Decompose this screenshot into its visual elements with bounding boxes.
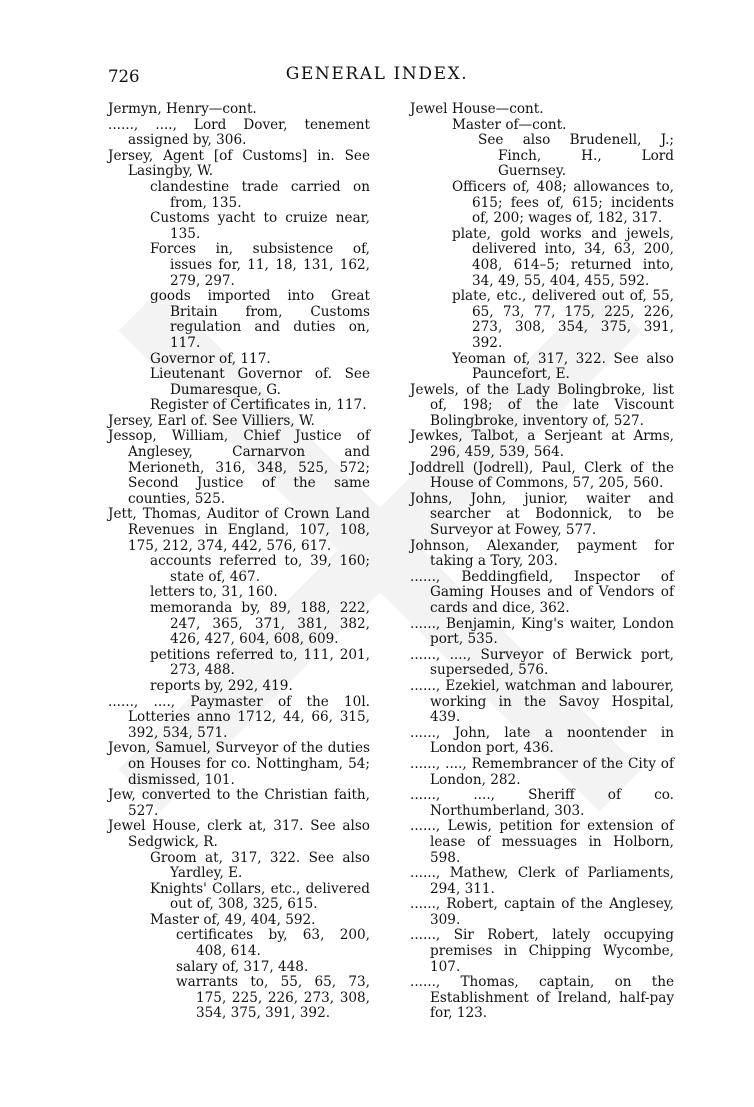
page-title: GENERAL INDEX. [285, 64, 469, 84]
index-entry: ......, Thomas, captain, on the Establishment of Ireland, half-pay for, 123. [410, 974, 674, 1022]
index-subentry: petitions referred to, 111, 201, 273, 488. [150, 646, 370, 679]
page-number: 726 [108, 67, 140, 86]
index-entry: ......, ...., Paymaster of the 10l. Lotteries anno 1712, 44, 66, 315, 392, 534, 571. [108, 693, 370, 741]
index-subentry: Officers of, 408; allowances to, 615; fees of, 615; incidents of, 200; wages of, 182, 317. [452, 178, 674, 227]
index-entry: ......, ...., Remembrancer of the City of London, 282. [410, 755, 674, 788]
index-subentry: reports by, 292, 419. [150, 677, 293, 694]
index-entry: ......, Mathew, Clerk of Parliaments, 294, 311. [410, 865, 674, 897]
index-entry: Joddrell (Jodrell), Paul, Clerk of the House of Commons, 57, 205, 560. [410, 459, 674, 492]
index-entry: ......, John, late a noontender in London port, 436. [410, 724, 674, 757]
index-entry: Jermyn, Henry—cont. [108, 101, 257, 117]
index-subentry: Groom at, 317, 322. See also Yardley, E. [150, 849, 370, 882]
index-entry: Johnson, Alexander, payment for taking a Tory, 203. [410, 537, 674, 570]
index-entry: ......, ...., Surveyor of Berwick port, superseded, 576. [410, 646, 674, 679]
index-entry: Jett, Thomas, Auditor of Crown Land Revenues in England, 107, 108, 175, 212, 374, 442, 576, 617. [108, 506, 370, 554]
index-subentry: See also Brudenell, J.; Finch, H., Lord Guernsey. [478, 132, 674, 180]
index-entry: Johns, John, junior, waiter and searcher at Bodonnick, to be Surveyor at Fowey, 577. [410, 490, 674, 539]
index-subentry: Governor of, 117. [150, 350, 271, 367]
index-entry: Jewkes, Talbot, a Serjeant at Arms, 296, 459, 539, 564. [410, 428, 674, 461]
index-subentry: certificates by, 63, 200, 408, 614. [176, 927, 370, 960]
index-subentry: Customs yacht to cruize near, 135. [150, 210, 370, 242]
index-subentry: plate, gold works and jewels, delivered into, 34, 63, 200, 408, 614–5; returned into, 34, 49, 55, 404, 455, 592. [452, 225, 674, 289]
index-entry: Jersey, Earl of. See Villiers, W. [108, 412, 315, 429]
index-subentry: Register of Certificates in, 117. [150, 397, 367, 414]
index-entry: ......, Robert, captain of the Anglesey, 309. [410, 896, 674, 928]
index-subentry: Lieutenant Governor of. See Dumaresque, G. [150, 366, 370, 398]
index-subentry: Yeoman of, 317, 322. See also Pauncefort, E. [452, 350, 674, 383]
index-entry: ......, ...., Sheriff of co. Northumberland, 303. [410, 787, 674, 819]
index-entry: ......, ...., Lord Dover, tenement assigned by, 306. [108, 116, 370, 149]
index-subentry: salary of, 317, 448. [176, 958, 309, 975]
index-entry: ......, Sir Robert, lately occupying premises in Chipping Wycombe, 107. [410, 927, 674, 975]
index-subentry: Knights' Collars, etc., delivered out of, 308, 325, 615. [150, 880, 370, 913]
index-entry: ......, Beddingfield, Inspector of Gaming Houses and of Vendors of cards and dice, 362. [410, 568, 674, 616]
index-subentry: warrants to, 55, 65, 73, 175, 225, 226, 273, 308, 354, 375, 391, 392. [176, 974, 370, 1022]
index-subentry: Master of—cont. [452, 116, 567, 133]
index-column-right [410, 102, 674, 1022]
index-entry: Jew, converted to the Christian faith, 527. [108, 787, 370, 819]
index-entry: Jessop, William, Chief Justice of Anglesey, Carnarvon and Merioneth, 316, 348, 525, 572; Second Justice of the same counties, 525. [108, 428, 370, 507]
index-column-left [108, 102, 370, 1022]
index-subentry: clandestine trade carried on from, 135. [150, 178, 370, 211]
index-subentry: plate, etc., delivered out of, 55, 65, 73, 77, 175, 225, 226, 273, 308, 354, 375, 391, 392. [452, 288, 674, 351]
index-entry: Jewels, of the Lady Bolingbroke, list of, 198; of the late Viscount Bolingbroke, inventory of, 527. [410, 381, 674, 429]
index-entry: Jevon, Samuel, Surveyor of the duties on Houses for co. Nottingham, 54; dismissed, 101. [108, 740, 370, 788]
index-subentry: accounts referred to, 39, 160; state of, 467. [150, 553, 370, 585]
index-entry: Jersey, Agent [of Customs] in. See Lasingby, W. [108, 147, 370, 180]
index-entry: Jewel House, clerk at, 317. See also Sedgwick, R. [108, 818, 370, 850]
index-subentry: Forces in, subsistence of, issues for, 11, 18, 131, 162, 279, 297. [150, 241, 370, 289]
index-subentry: goods imported into Great Britain from, Customs regulation and duties on, 117. [150, 288, 370, 351]
index-subentry: letters to, 31, 160. [150, 584, 278, 601]
index-entry: ......, Benjamin, King's waiter, London port, 535. [410, 615, 674, 648]
index-subentry: memoranda by, 89, 188, 222, 247, 365, 371, 381, 382, 426, 427, 604, 608, 609. [150, 600, 370, 648]
index-entry: ......, Lewis, petition for extension of lease of messuages in Holborn, 598. [410, 818, 674, 866]
index-subentry: Master of, 49, 404, 592. [150, 911, 316, 928]
index-entry: Jewel House—cont. [410, 101, 544, 117]
index-entry: ......, Ezekiel, watchman and labourer, working in the Savoy Hospital, 439. [410, 677, 674, 726]
